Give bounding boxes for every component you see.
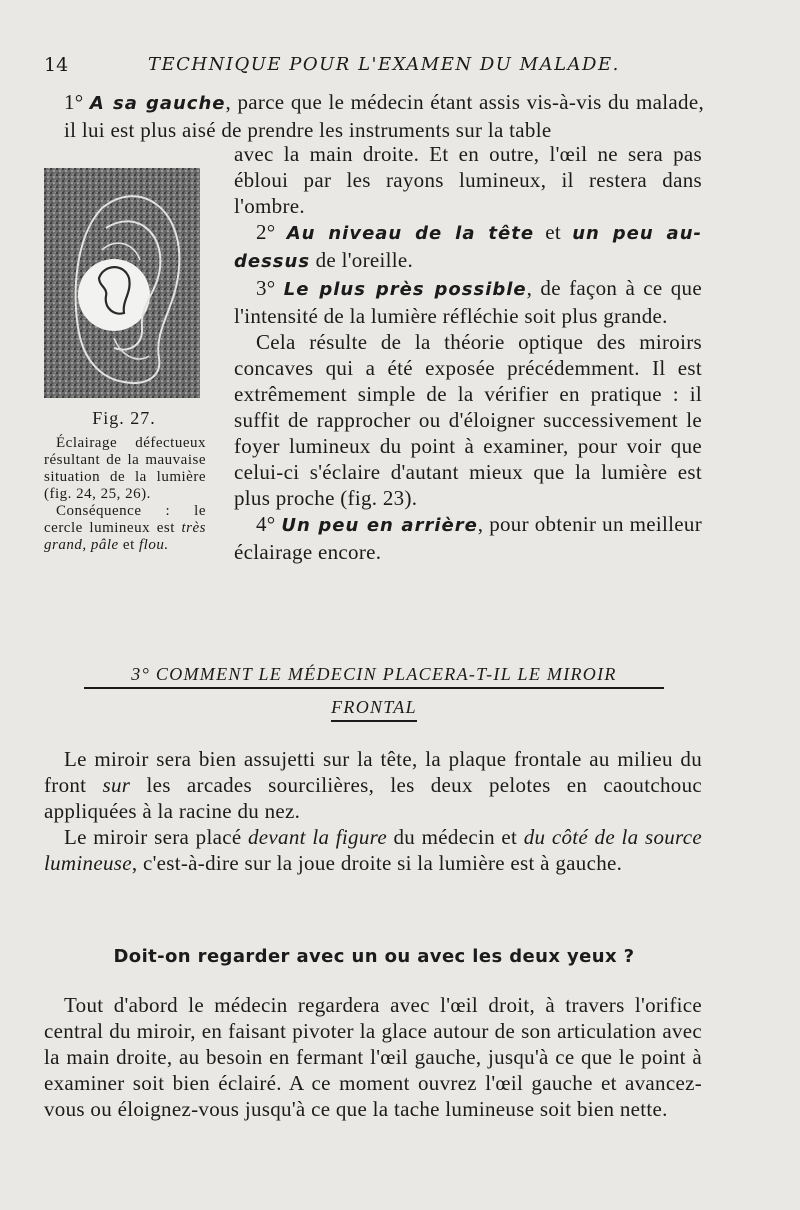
item-1-number: 1° — [64, 90, 84, 114]
light-circle — [78, 259, 150, 331]
item-4-paragraph — [234, 511, 702, 565]
item-2-number: 2° — [256, 220, 276, 244]
p1-end: les arcades sourcilières, les deux pelotes en caoutchouc appliquées à la racine du nez. — [44, 773, 702, 823]
caption-line-1: Éclairage défectueux résultant de la mauvaise situation de la lumière (fig. 24, 25, 26). — [44, 435, 206, 502]
caption-2c: et — [118, 537, 139, 553]
item-1-text: , parce que le médecin étant assis vis-à-vis du malade, il lui est plus aisé de prendre les instruments sur la table — [64, 90, 704, 142]
mirror-placement-text — [44, 746, 702, 876]
p2-italic-1: devant la figure — [248, 825, 387, 849]
item-1-bold: A sa gauche — [89, 93, 226, 114]
p1-italic: sur — [102, 773, 131, 797]
item-2-bold-2: un peu au-dessus — [234, 223, 702, 272]
item-3-number: 3° — [256, 276, 276, 300]
caption-line-2 — [44, 503, 206, 554]
subheading: Doit-on regarder avec un ou avec les deux yeux ? — [113, 946, 635, 967]
figure-label: Fig. 27. — [92, 408, 156, 428]
caption-2a: Conséquence : le cercle lumineux est — [44, 503, 206, 536]
running-title: TECHNIQUE POUR L'EXAMEN DU MALADE. — [148, 54, 620, 75]
item-2-text: de l'oreille. — [310, 248, 414, 272]
p2-c: , c'est-à-dire sur la joue droite si la lumière est à gauche. — [131, 851, 623, 875]
item-2-bold-1: Au niveau de la tête — [286, 223, 535, 244]
caption-2b: très grand, pâle — [44, 520, 206, 553]
section-heading-line-2: FRONTAL — [331, 697, 417, 722]
optics-paragraph: Cela résulte de la théorie optique des miroirs concaves qui a été exposée précédemment. Il est extrêmement simple de la vérifier en pratique : il suffit de rapprocher ou d'éloigner successivement le foyer lumineux du point à examiner, pour voir que celui-ci s'éclaire d'autant mieux que la lumière est plus proche (fig. 23). — [234, 330, 702, 510]
section-rule — [84, 687, 664, 689]
item-1-paragraph — [44, 89, 704, 143]
right-column — [234, 141, 702, 565]
section-heading-line-1: 3° COMMENT LE MÉDECIN PLACERA-T-IL LE MIROIR — [131, 664, 617, 684]
item-1-continued: avec la main droite. Et en outre, l'œil ne sera pas ébloui par les rayons lumineux, il restera dans l'ombre. — [234, 142, 702, 218]
p2-b: du médecin et — [386, 825, 524, 849]
p1-text: Le miroir sera bien assujetti sur la tête, la plaque frontale au milieu du front — [44, 747, 702, 797]
mirror-paragraph-2 — [44, 824, 702, 876]
item-3-bold: Le plus près possible — [283, 279, 527, 300]
viewing-text — [44, 992, 702, 1122]
item-4-number: 4° — [256, 512, 276, 536]
p2-a: Le miroir sera placé — [64, 825, 248, 849]
ear-illustration — [44, 168, 200, 398]
section-heading — [44, 664, 704, 722]
item-3-text: , de façon à ce que l'intensité de la lumière réfléchie soit plus grande. — [234, 276, 702, 328]
item-2-paragraph — [234, 219, 702, 275]
figure-caption — [44, 435, 206, 554]
caption-2d: flou. — [139, 537, 169, 553]
running-head — [44, 54, 704, 82]
figure-27 — [44, 168, 204, 554]
page-number: 14 — [44, 54, 69, 76]
viewing-paragraph: Tout d'abord le médecin regardera avec l'œil droit, à travers l'orifice central du miroir, en faisant pivoter la glace autour de son articulation avec la main droite, au besoin en fermant l'œil gauche, jusqu'à ce que le point à examiner soit bien éclairé. A ce moment ouvrez l'œil gauche et avancez-vous ou éloignez-vous jusqu'à ce que la tache lumineuse soit bien nette. — [44, 993, 702, 1121]
p2-italic-2: du côté de la source lumineuse — [44, 825, 702, 875]
item-3-paragraph — [234, 275, 702, 329]
item-4-bold: Un peu en arrière — [281, 515, 478, 536]
mirror-paragraph-1 — [44, 746, 702, 824]
item-4-text: , pour obtenir un meilleur éclairage encore. — [234, 512, 702, 564]
item-2-mid: et — [534, 220, 573, 244]
